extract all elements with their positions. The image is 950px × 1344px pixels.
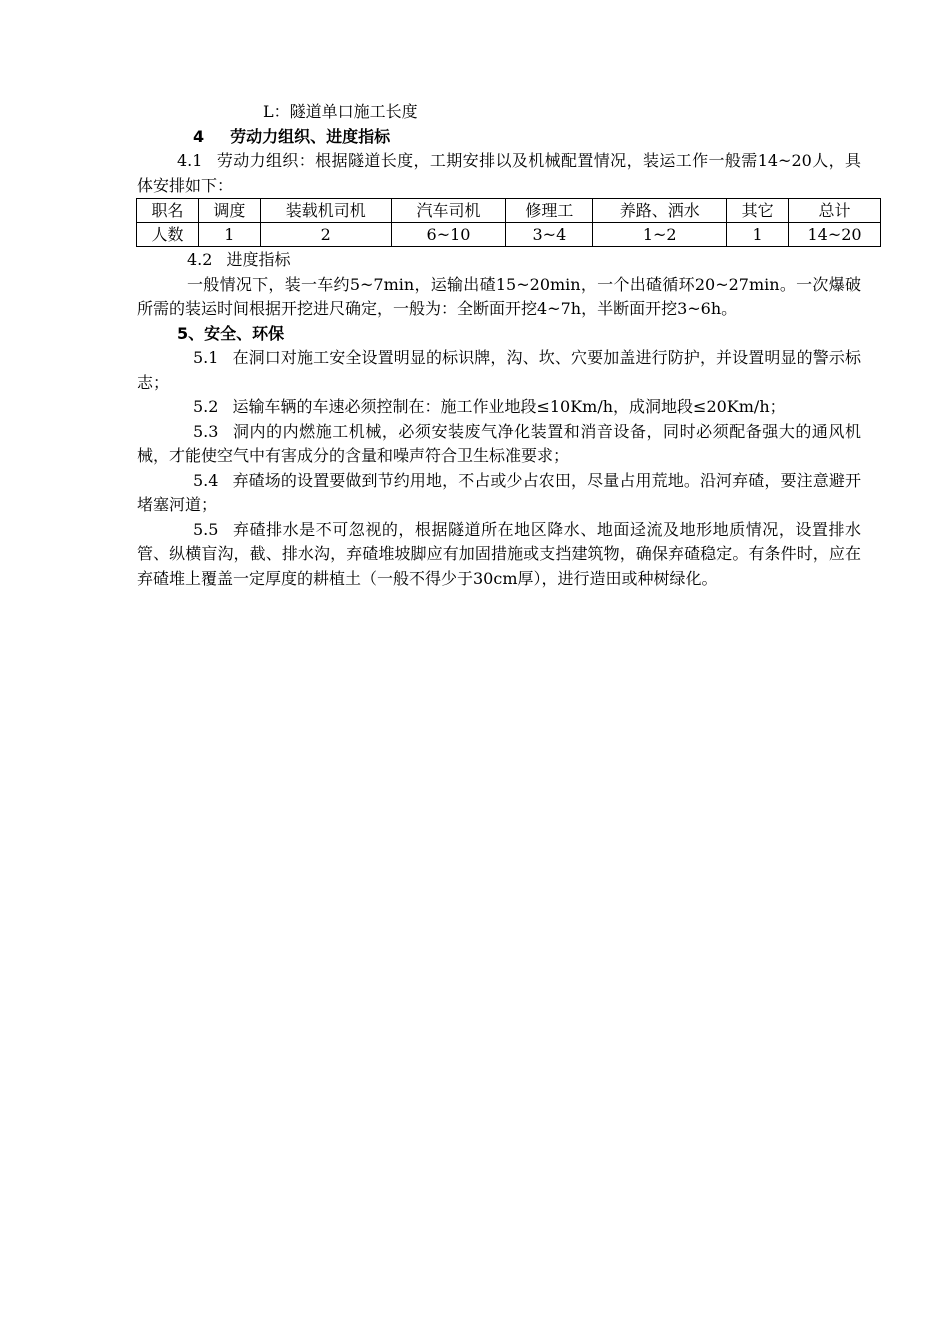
item-5-5 <box>137 518 861 592</box>
item-text: 弃碴场的设置要做到节约用地，不占或少占农田，尽量占用荒地。沿河弃碴，要注意避开堵塞河道； <box>137 470 861 514</box>
labor-table <box>136 198 881 247</box>
section-4-heading <box>137 125 861 150</box>
paragraph-4-2-heading <box>137 248 861 273</box>
paragraph-4-2-body: 一般情况下，装一车约5~7min，运输出碴15~20min，一个出碴循环20~27min。一次爆破所需的装运时间根据开挖进尺确定，一般为：全断面开挖4~7h，半断面开挖3~6h。 <box>137 274 861 318</box>
table-cell: 3~4 <box>506 223 593 247</box>
table-cell: 修理工 <box>506 199 593 223</box>
table-cell: 养路、洒水 <box>593 199 727 223</box>
document-page <box>137 100 861 591</box>
paragraph-4-2-number: 4.2 <box>187 250 213 269</box>
table-cell: 1~2 <box>593 223 727 247</box>
table-cell: 2 <box>260 223 391 247</box>
item-text: 在洞口对施工安全设置明显的标识牌，沟、坎、穴要加盖进行防护，并设置明显的警示标志； <box>137 348 861 392</box>
section-4-number: 4 <box>193 126 205 146</box>
section-5-heading: 5、安全、环保 <box>177 323 285 343</box>
item-number: 5.2 <box>193 397 219 416</box>
table-cell: 汽车司机 <box>391 199 506 223</box>
table-cell: 人数 <box>137 223 199 247</box>
table-cell: 1 <box>727 223 789 247</box>
item-number: 5.5 <box>193 519 219 539</box>
table-cell: 6~10 <box>391 223 506 247</box>
table-cell: 调度 <box>198 199 260 223</box>
item-5-2 <box>137 395 861 420</box>
item-number: 5.3 <box>193 421 219 441</box>
table-cell: 装载机司机 <box>260 199 391 223</box>
section-4-title: 劳动力组织、进度指标 <box>230 126 391 146</box>
table-cell: 14~20 <box>789 223 881 247</box>
item-text: 运输车辆的车速必须控制在：施工作业地段≤10Km/h，成洞地段≤20Km/h； <box>232 397 786 416</box>
table-cell: 总计 <box>789 199 881 223</box>
paragraph-4-1 <box>137 149 861 198</box>
table-cell: 职名 <box>137 199 199 223</box>
item-text: 洞内的内燃施工机械，必须安装废气净化装置和消音设备，同时必须配备强大的通风机械，才能使空气中有害成分的含量和噪声符合卫生标准要求； <box>137 421 861 465</box>
item-5-1 <box>137 346 861 395</box>
table-cell: 其它 <box>727 199 789 223</box>
item-text: 弃碴排水是不可忽视的，根据隧道所在地区降水、地面迳流及地形地质情况，设置排水管、纵横盲沟，截、排水沟，弃碴堆坡脚应有加固措施或支挡建筑物，确保弃碴稳定。有条件时，应在弃碴堆上覆盖一定厚度的耕植土（一般不得少于30cm厚），进行造田或种树绿化。 <box>137 519 861 588</box>
item-number: 5.4 <box>193 470 219 490</box>
paragraph-4-1-text: 劳动力组织：根据隧道长度，工期安排以及机械配置情况，装运工作一般需14~20人，具体安排如下： <box>137 151 861 195</box>
item-5-3 <box>137 420 861 469</box>
table-cell: 1 <box>198 223 260 247</box>
item-5-4 <box>137 469 861 518</box>
paragraph-4-2-title: 进度指标 <box>226 250 291 269</box>
paragraph-4-1-number: 4.1 <box>177 151 203 170</box>
item-number: 5.1 <box>193 348 219 367</box>
table-row <box>137 223 881 247</box>
table-header-row <box>137 199 881 223</box>
length-definition: L：隧道单口施工长度 <box>263 102 418 121</box>
